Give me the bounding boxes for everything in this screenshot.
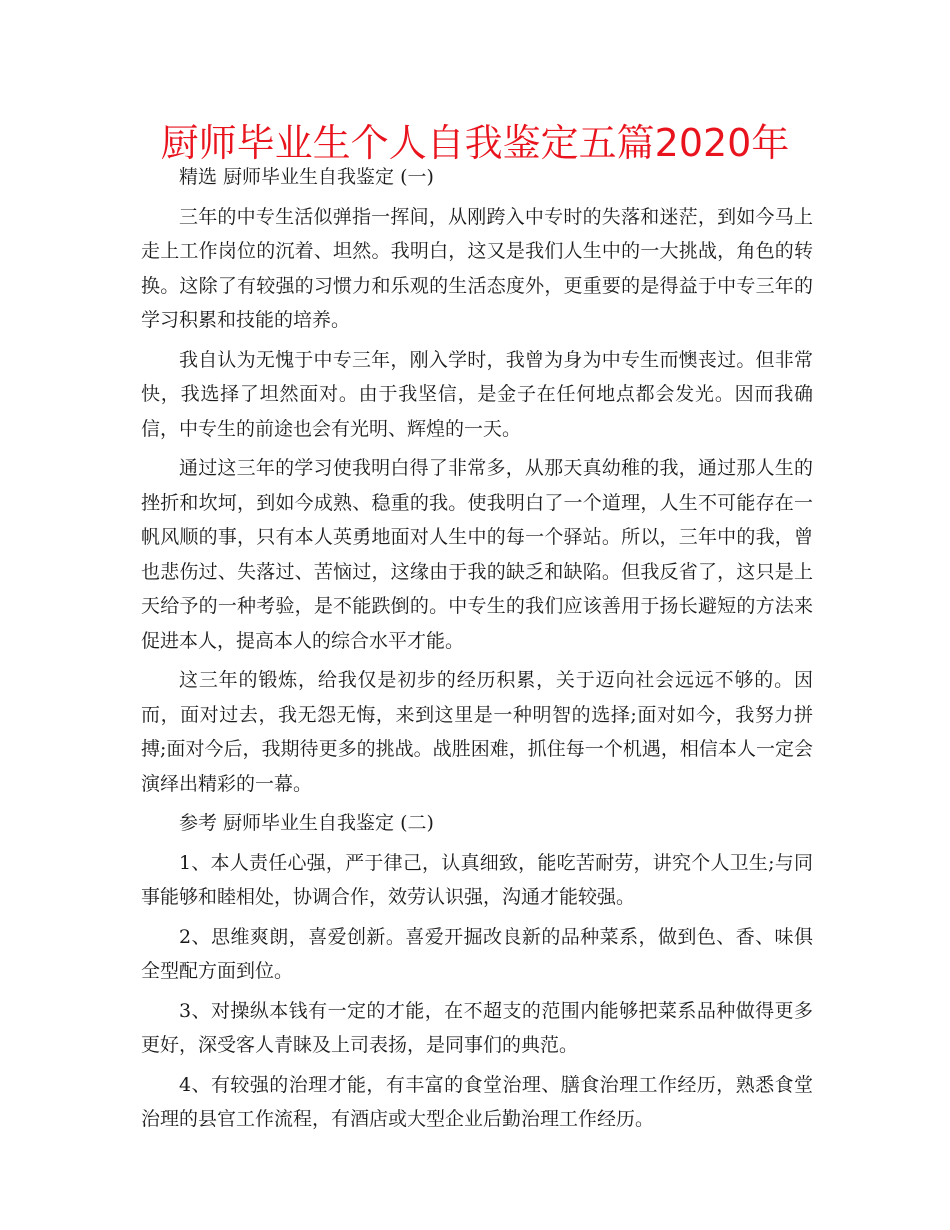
list-item: 1、本人责任心强，严于律己，认真细致，能吃苦耐劳，讲究个人卫生;与同事能够和睦相处，协调合作，效劳认识强，沟通才能较强。 (141, 851, 813, 908)
section-heading-2: 参考 厨师毕业生自我鉴定 (二) (179, 812, 434, 834)
paragraph: 这三年的锻炼，给我仅是初步的经历积累，关于迈向社会远远不够的。因而，面对过去，我无怨无悔，来到这里是一种明智的选择;面对如今，我努力拼搏;面对今后，我期待更多的挑战。战胜困难，抓住每一个机遇，相信本人一定会演绎出精彩的一幕。 (141, 669, 813, 795)
document-title: 厨师毕业生个人自我鉴定五篇2020年 (160, 121, 790, 165)
list-item: 4、有较强的治理才能，有丰富的食堂治理、膳食治理工作经历，熟悉食堂治理的县官工作流程，有酒店或大型企业后勤治理工作经历。 (141, 1073, 813, 1130)
section-heading-1: 精选 厨师毕业生自我鉴定 (一) (179, 166, 434, 188)
paragraph: 我自认为无愧于中专三年，刚入学时，我曾为身为中专生而懊丧过。但非常快，我选择了坦然面对。由于我坚信，是金子在任何地点都会发光。因而我确信，中专生的前途也会有光明、辉煌的一天。 (141, 348, 813, 440)
list-item: 3、对操纵本钱有一定的才能，在不超支的范围内能够把菜系品种做得更多更好，深受客人青睐及上司表扬，是同事们的典范。 (141, 999, 813, 1056)
list-item: 2、思维爽朗，喜爱创新。喜爱开掘改良新的品种菜系，做到色、香、味俱全型配方面到位。 (141, 925, 813, 982)
document-body (141, 160, 813, 1142)
paragraph: 三年的中专生活似弹指一挥间，从刚跨入中专时的失落和迷茫，到如今马上走上工作岗位的沉着、坦然。我明白，这又是我们人生中的一大挑战，角色的转换。这除了有较强的习惯力和乐观的生活态度外，更重要的是得益于中专三年的学习积累和技能的培养。 (141, 205, 813, 331)
paragraph: 通过这三年的学习使我明白得了非常多，从那天真幼稚的我，通过那人生的挫折和坎坷，到如今成熟、稳重的我。使我明白了一个道理，人生不可能存在一帆风顺的事，只有本人英勇地面对人生中的每一个驿站。所以，三年中的我，曾也悲伤过、失落过、苦恼过，这缘由于我的缺乏和缺陷。但我反省了，这只是上天给予的一种考验，是不能跌倒的。中专生的我们应该善用于扬长避短的方法来促进本人，提高本人的综合水平才能。 (141, 457, 813, 652)
